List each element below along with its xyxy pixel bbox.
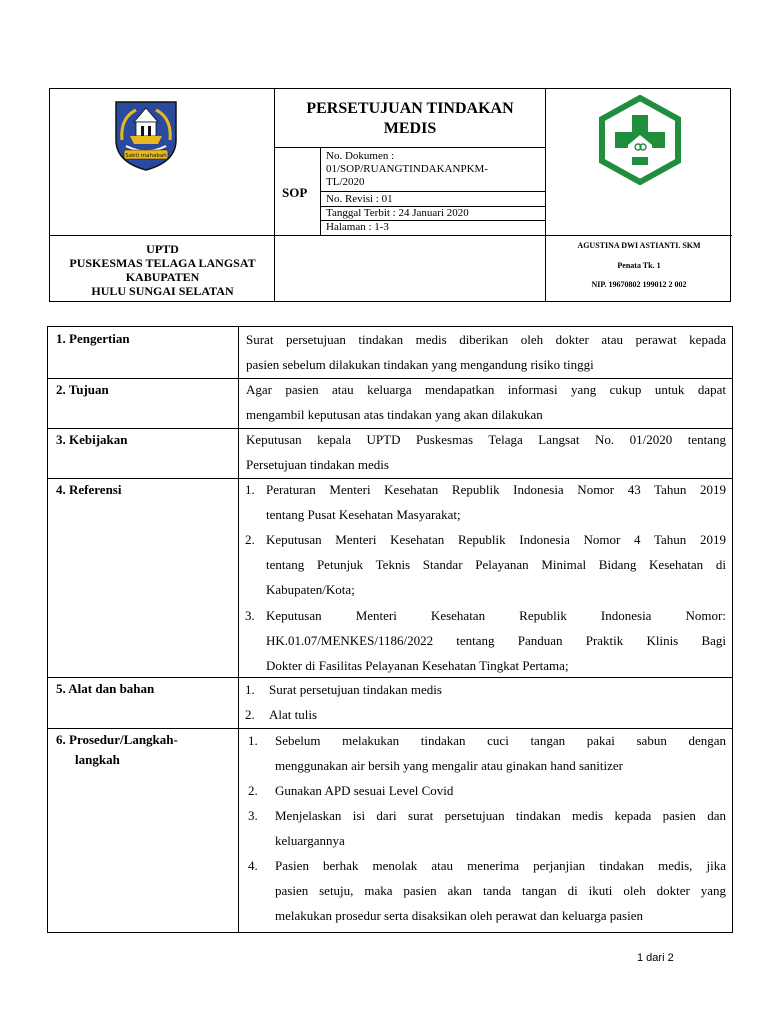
signatory-nip: NIP. 19670802 199012 2 002: [591, 280, 687, 289]
procedure-step-3: [275, 803, 726, 853]
list-number: 3.: [245, 608, 255, 623]
text-line: Sebelum melakukan tindakan cuci tangan pakai sabun dengan: [275, 733, 726, 748]
text-line: Keputusan kepala UPTD Puskesmas Telaga Langsat No. 01/2020 tentang: [246, 432, 726, 447]
text-line: tentang Pusat Kesehatan Masyarakat;: [266, 507, 461, 522]
section-text-kebijakan: [246, 427, 726, 477]
text-line: Surat persetujuan tindakan medis diberikan oleh dokter atau perawat kepada: [246, 332, 726, 347]
text-line: tentang Petunjuk Teknis Standar Pelayanan Minimal Bidang Kesehatan di: [266, 557, 726, 572]
alat-item-1: Surat persetujuan tindakan medis: [269, 682, 442, 697]
text-line: Gunakan APD sesuai Level Covid: [275, 783, 454, 798]
text-line: pasien sebelum dilakukan tindakan yang mengandung risiko tinggi: [246, 357, 594, 372]
text-line: Keputusan Menteri Kesehatan Republik Indonesia Nomor 4 Tahun 2019: [266, 532, 726, 547]
organization-name: [50, 242, 275, 298]
signatory-rank: Penata Tk. 1: [617, 261, 661, 270]
alat-item-2: Alat tulis: [269, 707, 318, 722]
page-number: 1 dari 2: [637, 952, 674, 964]
list-number: 1.: [245, 682, 255, 697]
text-line: Menjelaskan isi dari surat persetujuan tindakan medis kepada pasien dan: [275, 808, 726, 823]
list-number: 2.: [245, 707, 255, 722]
meta-doc-number-label: No. Dokumen :: [326, 150, 395, 162]
label-line: langkah: [75, 752, 120, 767]
list-number: 1.: [248, 733, 258, 748]
section-text-pengertian: [246, 327, 726, 377]
text-line: keluargannya: [275, 833, 345, 848]
text-line: Persetujuan tindakan medis: [246, 457, 389, 472]
header-table: [49, 88, 731, 302]
text-line: melakukan prosedur serta disaksikan oleh perawat dan keluarga pasien: [275, 908, 643, 923]
section-label-prosedur: [56, 730, 178, 770]
list-number: 4.: [248, 858, 258, 873]
text-line: Kabupaten/Kota;: [266, 582, 355, 597]
reference-item-3: [266, 603, 726, 678]
text-line: Peraturan Menteri Kesehatan Republik Indonesia Nomor 43 Tahun 2019: [266, 482, 726, 497]
title-line-1: PERSETUJUAN TINDAKAN: [306, 100, 514, 117]
list-number: 2.: [248, 783, 258, 798]
reference-item-1: [266, 477, 726, 527]
reference-item-2: [266, 527, 726, 602]
text-line: Keputusan Menteri Kesehatan Republik Indonesia Nomor:: [266, 608, 726, 623]
text-line: HK.01.07/MENKES/1186/2022 tentang Panduan Praktik Klinis Bagi: [266, 633, 726, 648]
text-line: mengambil keputusan atas tindakan yang akan dilakukan: [246, 407, 543, 422]
emblem-banner-text: Sakti mahabah: [125, 153, 167, 159]
list-number: 3.: [248, 808, 258, 823]
meta-issue-date: Tanggal Terbit : 24 Januari 2020: [326, 207, 469, 219]
meta-doc-number-value-cont: TL/2020: [326, 176, 365, 188]
sop-content-table: [47, 326, 733, 933]
title-line-2: MEDIS: [383, 120, 437, 137]
document-title: [275, 99, 545, 139]
text-line: Pasien berhak menolak atau menerima perjanjian tindakan medis, jika: [275, 858, 726, 873]
section-label-tujuan: 2. Tujuan: [56, 382, 109, 397]
org-line-4: HULU SUNGAI SELATAN: [91, 284, 234, 298]
procedure-step-4: [275, 853, 726, 928]
regency-emblem-icon: [112, 100, 180, 172]
signatory-name: AGUSTINA DWI ASTIANTI. SKM: [577, 241, 701, 250]
procedure-step-1: [275, 728, 726, 778]
meta-pages: Halaman : 1-3: [326, 221, 389, 233]
section-label-alat: 5. Alat dan bahan: [56, 681, 155, 696]
label-line: 6. Prosedur/Langkah-: [56, 732, 178, 747]
list-number: 1.: [245, 482, 255, 497]
sop-label: SOP: [282, 185, 308, 200]
section-label-kebijakan: 3. Kebijakan: [56, 432, 128, 447]
org-line-2: PUSKESMAS TELAGA LANGSAT: [69, 256, 256, 270]
section-label-pengertian: 1. Pengertian: [56, 331, 130, 346]
text-line: menggunakan air bersih yang mengalir atau ginakan hand sanitizer: [275, 758, 623, 773]
text-line: Agar pasien atau keluarga mendapatkan informasi yang cukup untuk dapat: [246, 382, 726, 397]
text-line: Dokter di Fasilitas Pelayanan Kesehatan Tingkat Pertama;: [266, 658, 569, 673]
org-line-3: KABUPATEN: [125, 270, 200, 284]
section-label-referensi: 4. Referensi: [56, 482, 122, 497]
meta-revision: No. Revisi : 01: [326, 193, 393, 205]
meta-doc-number-value: 01/SOP/RUANGTINDAKANPKM-: [326, 163, 488, 175]
org-line-1: UPTD: [146, 242, 179, 256]
procedure-step-2: [275, 778, 726, 803]
text-line: pasien setuju, maka pasien akan tanda tangan di ikuti oleh dokter yang: [275, 883, 726, 898]
section-text-tujuan: [246, 377, 726, 427]
puskesmas-logo-icon: [598, 95, 682, 185]
list-number: 2.: [245, 532, 255, 547]
